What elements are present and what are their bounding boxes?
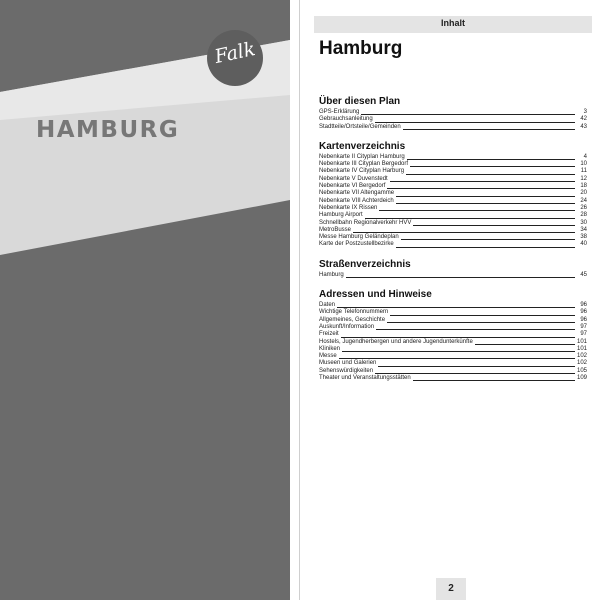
toc-entry [319, 190, 587, 197]
gutter-line [299, 0, 300, 600]
toc-entry [319, 368, 587, 375]
page-number-box [436, 578, 466, 600]
toc-entry-page: 24 [580, 197, 587, 204]
toc-leader-line [375, 373, 575, 374]
toc-entry-page: 26 [580, 204, 587, 211]
toc-entry [319, 205, 587, 212]
toc-entry-page: 96 [580, 302, 587, 309]
toc-entry-label: Museen und Galerien [319, 360, 377, 367]
page-number: 2 [448, 583, 454, 594]
toc-entry [319, 234, 587, 241]
toc-entry-label: Kliniken [319, 345, 341, 352]
toc-entry [319, 109, 587, 116]
section-heading: Straßenverzeichnis [319, 258, 411, 270]
toc-entry-label: Hostels, Jugendherbergen und andere Jugendunterkünfte [319, 338, 473, 345]
toc-entry [319, 324, 587, 331]
toc-entry-label: Freizeit [319, 331, 339, 338]
section-heading: Adressen und Hinweise [319, 289, 432, 301]
toc-entry-label: Nebenkarte IV Cityplan Harburg [319, 168, 405, 175]
light-band [0, 0, 290, 600]
toc-entry-label: Nebenkarte VI Bergedorf [319, 183, 386, 190]
toc-entry-page: 101 [576, 338, 587, 345]
section-heading: Über diesen Plan [319, 96, 401, 107]
toc-entry [319, 124, 587, 131]
toc-leader-line [346, 277, 575, 278]
toc-entry [319, 212, 587, 219]
toc-leader-line [413, 380, 575, 381]
toc-entry [319, 176, 587, 183]
toc-leader-line [401, 239, 575, 240]
toc-entry [319, 353, 587, 360]
toc-entry-label: Messe [319, 353, 337, 360]
toc-entry-label: Sehenswürdigkeiten [319, 367, 374, 374]
toc-leader-line [387, 188, 575, 189]
toc-entry-page: 96 [580, 309, 587, 316]
toc-entry [319, 331, 587, 338]
toc-leader-line [342, 351, 575, 352]
toc-entry [319, 272, 587, 279]
falk-logo [207, 30, 263, 86]
toc-entry-label: Karte der Postzustellbezirke [319, 241, 394, 248]
toc-entry-label: MetroBusse [319, 226, 352, 233]
toc-entry-label: Wichtige Telefonnummern [319, 309, 389, 316]
toc-entry-page: 109 [576, 375, 587, 382]
toc-entry-page: 30 [580, 219, 587, 226]
toc-entry-label: Messe Hamburg Geländeplan [319, 234, 399, 241]
toc-leader-line [379, 210, 575, 211]
toc-entry-page: 43 [580, 123, 587, 130]
toc-entry-label: Nebenkarte III Cityplan Bergedorf [319, 161, 409, 168]
toc-leader-line [396, 203, 575, 204]
toc-entry [319, 183, 587, 190]
toc-entry-label: Hamburg [319, 271, 344, 278]
toc-entry-label: Schnellbahn Regionalverkehr HVV [319, 219, 412, 226]
toc-entry-label: Nebenkarte V Duvenstedt [319, 175, 388, 182]
contents-page [304, 0, 600, 600]
toc-leader-line [407, 159, 575, 160]
toc-entry-page: 10 [580, 161, 587, 168]
toc-entry [319, 339, 587, 346]
toc-entry-label: Nebenkarte IX Rissen [319, 204, 378, 211]
page-title: Hamburg [319, 38, 403, 59]
toc-entry-label: Daten [319, 302, 336, 309]
toc-leader-line [361, 114, 575, 115]
toc-leader-line [475, 344, 575, 345]
toc-entry [319, 360, 587, 367]
toc-entry-page: 11 [580, 168, 587, 175]
toc-leader-line [378, 366, 575, 367]
cover-title: HAMBURG [36, 117, 180, 143]
toc-entry-page: 45 [580, 271, 587, 278]
toc-leader-line [376, 329, 575, 330]
falk-logo-text: Falk [212, 37, 258, 69]
toc-leader-line [396, 196, 575, 197]
page-gutter [290, 0, 304, 600]
toc-entry-page: 97 [580, 323, 587, 330]
toc-entry-page: 105 [576, 367, 587, 374]
toc-entry-page: 20 [580, 190, 587, 197]
toc-entry-page: 102 [576, 360, 587, 367]
toc-leader-line [387, 322, 575, 323]
page-header [314, 16, 592, 33]
toc-entry-page: 12 [580, 175, 587, 182]
toc-entry-page: 34 [580, 226, 587, 233]
toc-entry-page: 3 [583, 109, 587, 115]
toc-entry [319, 317, 587, 324]
section-heading: Kartenverzeichnis [319, 140, 406, 152]
toc-entry [319, 227, 587, 234]
toc-entry [319, 154, 587, 161]
table-of-contents [319, 96, 587, 382]
page-header-label: Inhalt [441, 18, 465, 28]
toc-entry-page: 40 [580, 241, 587, 248]
toc-leader-line [339, 358, 575, 359]
toc-entry [319, 375, 587, 382]
toc-leader-line [406, 174, 575, 175]
toc-entry [319, 198, 587, 205]
toc-entry-page: 96 [580, 316, 587, 323]
toc-entry-label: GPS-Erklärung [319, 109, 360, 115]
toc-entry-page: 4 [583, 153, 587, 160]
toc-entry-label: Nebenkarte VII Altengamme [319, 190, 395, 197]
toc-leader-line [396, 247, 575, 248]
toc-entry-page: 42 [580, 116, 587, 123]
toc-entry-label: Gebrauchsanleitung [319, 116, 373, 123]
toc-leader-line [365, 218, 575, 219]
toc-entry [319, 168, 587, 175]
toc-entry-label: Allgemeines, Geschichte [319, 316, 386, 323]
toc-leader-line [337, 307, 575, 308]
toc-leader-line [353, 232, 575, 233]
toc-entry-page: 101 [576, 345, 587, 352]
toc-entry [319, 241, 587, 248]
toc-leader-line [410, 166, 575, 167]
toc-entry [319, 116, 587, 123]
toc-entry [319, 302, 587, 309]
toc-entry-page: 38 [580, 234, 587, 241]
toc-entry [319, 309, 587, 316]
toc-entry-page: 18 [580, 183, 587, 190]
toc-leader-line [390, 181, 575, 182]
toc-entry-label: Stadtteile/Ortsteile/Gemeinden [319, 123, 401, 130]
toc-entry-label: Theater und Veranstaltungsstätten [319, 375, 411, 382]
toc-entry-page: 97 [580, 331, 587, 338]
book-cover [0, 0, 290, 600]
toc-leader-line [341, 337, 575, 338]
toc-entry-label: Nebenkarte VIII Achterdeich [319, 197, 394, 204]
toc-entry [319, 220, 587, 227]
toc-entry-label: Hamburg Airport [319, 212, 363, 219]
toc-entry-page: 102 [576, 353, 587, 360]
toc-entry-page: 28 [580, 212, 587, 219]
toc-entry-label: Nebenkarte II Cityplan Hamburg [319, 153, 405, 160]
toc-entry [319, 161, 587, 168]
toc-entry [319, 346, 587, 353]
toc-leader-line [413, 225, 575, 226]
toc-entry-label: Auskunft/Information [319, 323, 375, 330]
toc-leader-line [390, 315, 575, 316]
toc-leader-line [403, 129, 575, 130]
toc-leader-line [375, 122, 575, 123]
